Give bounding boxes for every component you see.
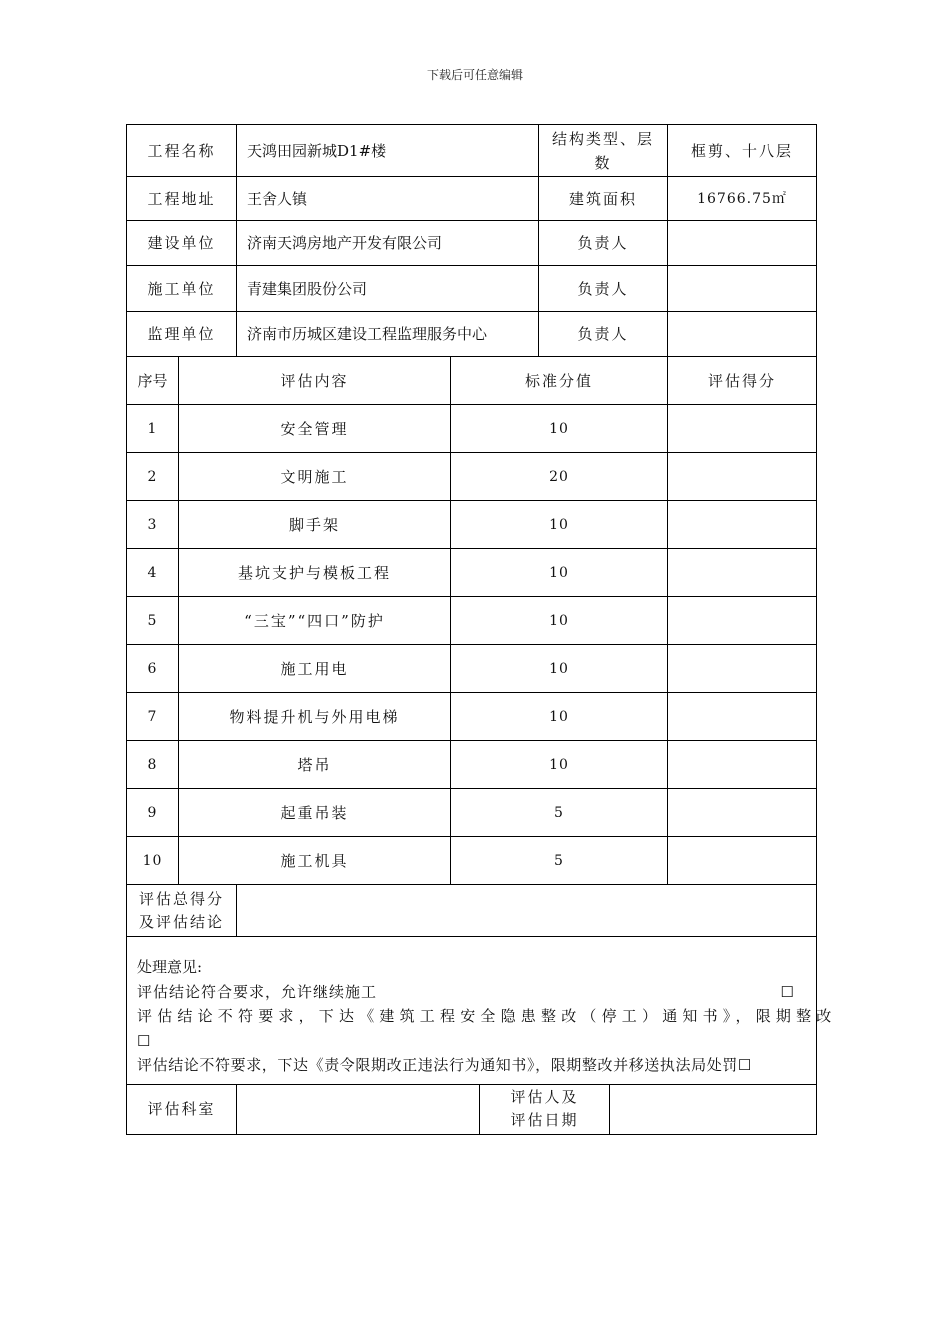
row-no: 10 — [127, 837, 179, 885]
address-label: 工程地址 — [127, 177, 237, 221]
row-score[interactable] — [668, 645, 817, 693]
area-value[interactable]: 16766.75㎡ — [668, 177, 817, 221]
row-score[interactable] — [668, 597, 817, 645]
row-content: 塔吊 — [179, 741, 451, 789]
row-score[interactable] — [668, 741, 817, 789]
row-content: 施工用电 — [179, 645, 451, 693]
opinion-option-3-text: 评估结论不符要求，下达《责令限期改正违法行为通知书》，限期整改并移送执法局处罚 — [137, 1056, 738, 1074]
row-score[interactable] — [668, 693, 817, 741]
opinion-option-3-checkbox[interactable]: ☐ — [737, 1056, 752, 1074]
table-row — [127, 597, 817, 645]
row-no: 5 — [127, 597, 179, 645]
opinion-section — [127, 937, 837, 1085]
row-standard: 5 — [451, 837, 668, 885]
total-opinion-table — [126, 884, 837, 1085]
row-no: 9 — [127, 789, 179, 837]
area-label: 建筑面积 — [539, 177, 668, 221]
row-content: 起重吊装 — [179, 789, 451, 837]
row-no: 6 — [127, 645, 179, 693]
row-content: 物料提升机与外用电梯 — [179, 693, 451, 741]
table-row — [127, 789, 817, 837]
total-label-line2: 及评估结论 — [138, 912, 224, 931]
row-score[interactable] — [668, 549, 817, 597]
row-content: “三宝”“四口”防护 — [179, 597, 451, 645]
opinion-option-2[interactable] — [137, 1004, 837, 1029]
opinion-title: 处理意见: — [137, 958, 203, 976]
structure-label — [539, 125, 668, 177]
structure-value[interactable]: 框剪、十八层 — [668, 125, 817, 177]
row-score[interactable] — [668, 453, 817, 501]
header-standard: 标准分值 — [451, 357, 668, 405]
header-content: 评估内容 — [179, 357, 451, 405]
row-standard: 20 — [451, 453, 668, 501]
row-no: 2 — [127, 453, 179, 501]
total-value[interactable] — [237, 885, 817, 937]
project-info-table — [126, 124, 817, 357]
header-no: 序号 — [127, 357, 179, 405]
row-no: 8 — [127, 741, 179, 789]
row-score[interactable] — [668, 405, 817, 453]
row-score[interactable] — [668, 837, 817, 885]
builder-resp-label: 负责人 — [539, 221, 668, 266]
row-standard: 10 — [451, 693, 668, 741]
opinion-option-1-checkbox[interactable]: ☐ — [780, 982, 794, 1001]
row-content: 脚手架 — [179, 501, 451, 549]
row-no: 4 — [127, 549, 179, 597]
evaluator-value[interactable] — [610, 1084, 817, 1134]
opinion-option-2-text: 评估结论不符要求，下达《建筑工程安全隐患整改（停工）通知书》，限期整改 — [137, 1007, 837, 1025]
table-row — [127, 741, 817, 789]
row-standard: 10 — [451, 597, 668, 645]
total-label-line1: 评估总得分 — [138, 889, 224, 908]
contractor-label: 施工单位 — [127, 266, 237, 312]
row-standard: 5 — [451, 789, 668, 837]
table-row — [127, 693, 817, 741]
table-row — [127, 549, 817, 597]
builder-resp-value[interactable] — [668, 221, 817, 266]
contractor-resp-value[interactable] — [668, 266, 817, 312]
table-row — [127, 837, 817, 885]
table-row — [127, 501, 817, 549]
opinion-option-1-text: 评估结论符合要求，允许继续施工 — [137, 982, 378, 1001]
evaluation-form — [126, 124, 837, 1135]
evaluator-label-line2: 评估日期 — [510, 1111, 579, 1129]
header-score: 评估得分 — [668, 357, 817, 405]
opinion-option-3[interactable] — [137, 1053, 808, 1078]
total-label — [127, 885, 237, 937]
contractor-value[interactable]: 青建集团股份公司 — [237, 266, 539, 312]
row-no: 7 — [127, 693, 179, 741]
table-row — [127, 645, 817, 693]
row-content: 施工机具 — [179, 837, 451, 885]
structure-label-line2: 数 — [594, 153, 612, 172]
evaluator-label-line1: 评估人及 — [510, 1088, 579, 1106]
row-content: 安全管理 — [179, 405, 451, 453]
row-content: 基坑支护与模板工程 — [179, 549, 451, 597]
evaluator-label — [480, 1084, 610, 1134]
opinion-option-2-checkbox[interactable]: ☐ — [137, 1031, 151, 1050]
opinion-option-1[interactable] — [137, 980, 808, 1005]
row-standard: 10 — [451, 501, 668, 549]
row-score[interactable] — [668, 789, 817, 837]
project-name-value[interactable]: 天鸿田园新城D1#楼 — [237, 125, 539, 177]
supervisor-value[interactable]: 济南市历城区建设工程监理服务中心 — [237, 312, 539, 357]
supervisor-resp-label: 负责人 — [539, 312, 668, 357]
address-value[interactable]: 王舍人镇 — [237, 177, 539, 221]
builder-value[interactable]: 济南天鸿房地产开发有限公司 — [237, 221, 539, 266]
row-standard: 10 — [451, 405, 668, 453]
table-row — [127, 453, 817, 501]
dept-label: 评估科室 — [127, 1084, 237, 1134]
supervisor-resp-value[interactable] — [668, 312, 817, 357]
table-row — [127, 405, 817, 453]
row-standard: 10 — [451, 645, 668, 693]
project-name-label: 工程名称 — [127, 125, 237, 177]
supervisor-label: 监理单位 — [127, 312, 237, 357]
row-content: 文明施工 — [179, 453, 451, 501]
evaluation-items-table — [126, 356, 817, 885]
contractor-resp-label: 负责人 — [539, 266, 668, 312]
builder-label: 建设单位 — [127, 221, 237, 266]
footer-table — [126, 1084, 817, 1135]
header-note: 下载后可任意编辑 — [426, 68, 523, 82]
row-standard: 10 — [451, 549, 668, 597]
row-score[interactable] — [668, 501, 817, 549]
row-no: 3 — [127, 501, 179, 549]
row-no: 1 — [127, 405, 179, 453]
dept-value[interactable] — [237, 1084, 480, 1134]
row-standard: 10 — [451, 741, 668, 789]
structure-label-line1: 结构类型、层 — [551, 129, 654, 148]
